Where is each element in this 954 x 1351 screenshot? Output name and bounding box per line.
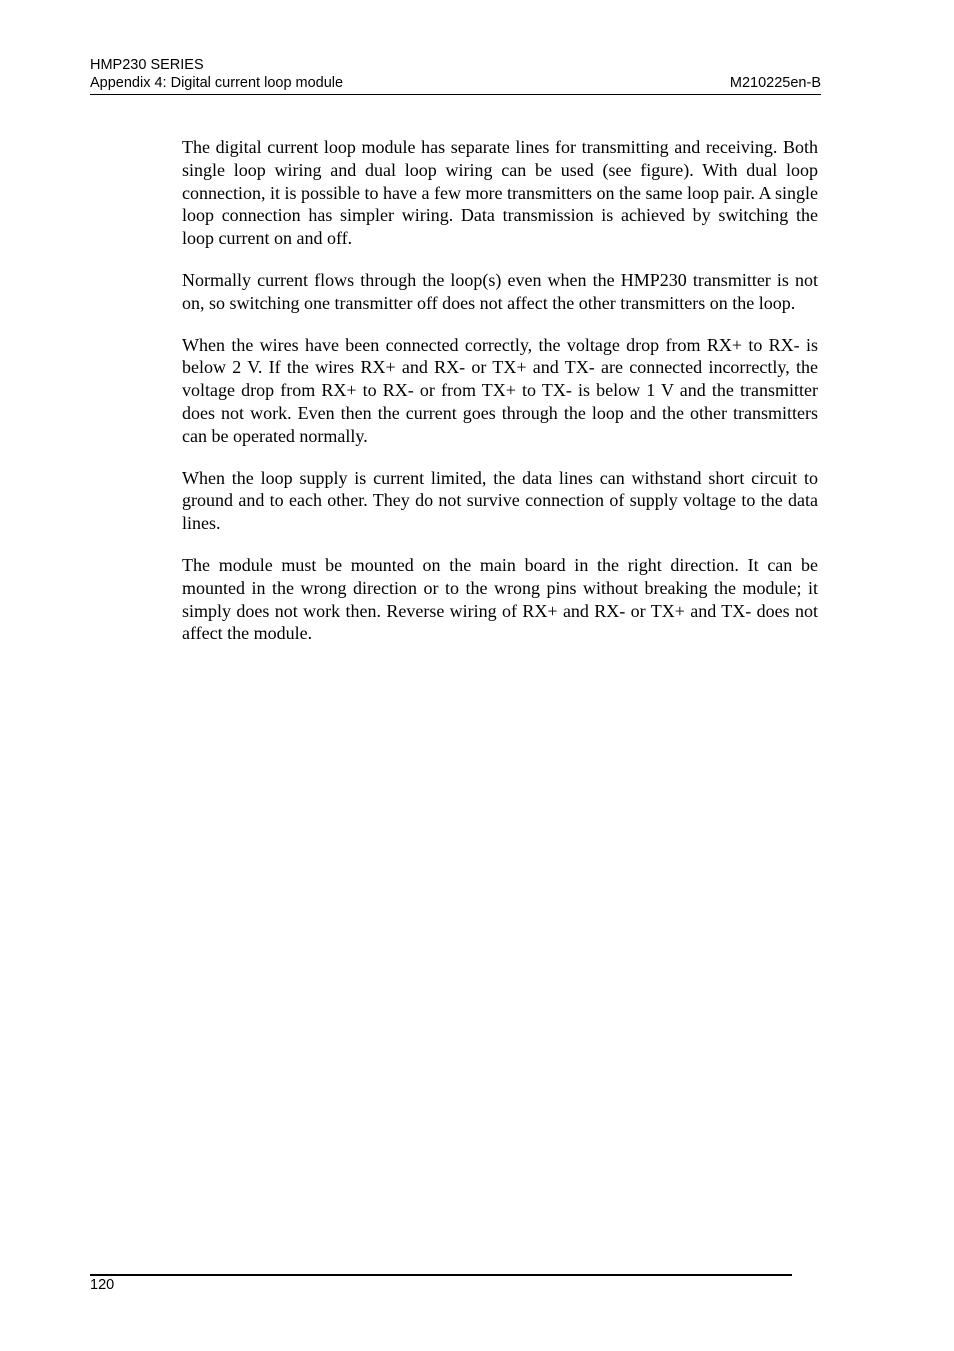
body-text [182, 136, 818, 664]
header-series: HMP230 SERIES [90, 57, 204, 73]
header-row [90, 74, 821, 92]
paragraph: When the wires have been connected correctly, the voltage drop from RX+ to RX- is below 2 V. If the wires RX+ and RX- or TX+ and TX- are connected incorrectly, the voltage drop from RX+ to RX- or from TX+ to TX- is below 1 V and the transmitter does not work. Even then the current goes through the loop and the other transmitters can be operated normally. [182, 334, 818, 446]
footer-divider [90, 1274, 792, 1276]
paragraph: The digital current loop module has separate lines for transmitting and receiving. Both single loop wiring and dual loop wiring can be used (see figure). With dual loop connection, it is possible to have a few more transmitters on the same loop pair. A single loop connection has simpler wiring. Data transmission is achieved by switching the loop current on and off. [182, 137, 818, 249]
page-header [90, 56, 821, 95]
paragraph: The module must be mounted on the main board in the right direction. It can be mounted in the wrong direction or to the wrong pins without breaking the module; it simply does not work then. Reverse wiring of RX+ and RX- or TX+ and TX- does not affect the module. [182, 554, 818, 644]
paragraph: When the loop supply is current limited, the data lines can withstand short circuit to ground and to each other. They do not survive connection of supply voltage to the data lines. [182, 467, 818, 534]
header-section-title: Appendix 4: Digital current loop module [90, 75, 344, 91]
header-doc-code: M210225en-B [729, 75, 821, 91]
page-number: 120 [90, 1277, 115, 1293]
paragraph: Normally current flows through the loop(s) even when the HMP230 transmitter is not on, so switching one transmitter off does not affect the other transmitters on the loop. [182, 269, 818, 313]
